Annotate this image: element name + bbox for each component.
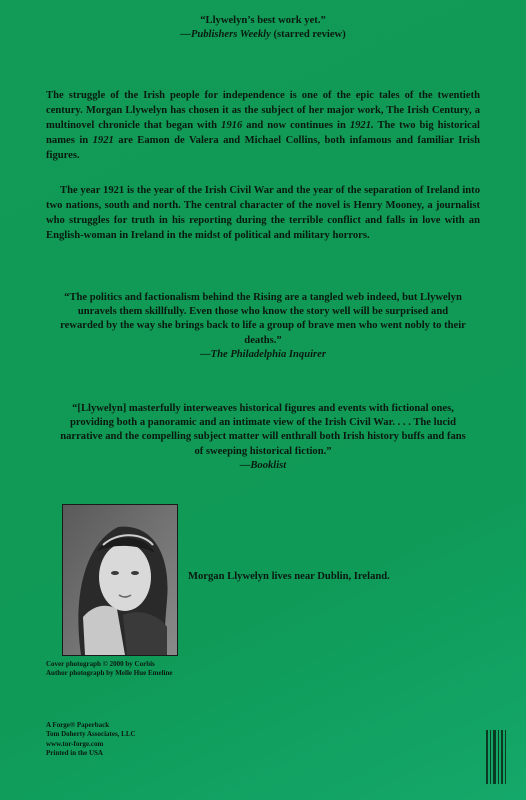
- featured-review-note: (starred review): [270, 29, 346, 40]
- barcode-edge: [486, 730, 508, 784]
- author-photo: [62, 504, 178, 656]
- review-blurb: [56, 402, 470, 473]
- description-text: The two big historical names in: [46, 120, 481, 146]
- publisher-info: [46, 721, 136, 759]
- printed-in: Printed in the USA: [46, 749, 103, 758]
- description-paragraph-1: [46, 88, 480, 163]
- author-portrait-image: [63, 505, 177, 655]
- featured-review: [0, 14, 526, 42]
- book-title-1921: 1921.: [349, 120, 374, 131]
- featured-review-text: “Llywelyn’s best work yet.”: [200, 15, 326, 26]
- book-title-1916: 1916: [221, 120, 243, 131]
- cover-photo-credit: Cover photograph © 2000 by Corbis: [46, 660, 155, 668]
- author-photo-credit: Author photograph by Melle Hue Emeline: [46, 669, 173, 677]
- description-text: The struggle of the Irish people for independence is one of the epic tales of the twentieth century. Morgan Llywelyn has chosen it as the subject of her major work, The Irish Century, a multinovel chronicle that began with: [46, 90, 480, 131]
- review-blurb-source: —The Philadelphia Inquirer: [200, 348, 326, 360]
- description-paragraph-2: The year 1921 is the year of the Irish Civil War and the year of the separation of Ireland into two nations, south and north. The central character of the novel is Henry Mooney, a journalist who struggles for truth in his reporting during the terrible conflict and falls in love with an English-woman in Ireland in the midst of political and military horrors.: [46, 185, 480, 241]
- description-text: are Eamon de Valera and Michael Collins, both infamous and familiar Irish figures.: [46, 135, 480, 161]
- book-title-1921: 1921: [92, 135, 114, 146]
- review-blurb: [56, 291, 470, 362]
- featured-review-source-line: [0, 28, 526, 42]
- review-blurb-text: “[Llywelyn] masterfully interweaves historical figures and events with fictional ones, providing both a panoramic and an intimate view of the Irish Civil War. . . . The lucid narrative and the compelling subject matter will enthrall both Irish history buffs and fans of sweeping historical fiction.”: [60, 403, 466, 457]
- featured-review-source: —Publishers Weekly: [180, 29, 271, 40]
- review-blurb-source: —Booklist: [239, 459, 287, 471]
- photo-credits: [46, 660, 172, 678]
- author-bio: Morgan Llywelyn lives near Dublin, Ireland.: [188, 571, 390, 582]
- publisher-name: Tom Doherty Associates, LLC: [46, 730, 136, 739]
- imprint-line: A Forge® Paperback: [46, 721, 110, 729]
- description-text: and now continues in: [242, 120, 350, 131]
- publisher-website: www.tor-forge.com: [46, 739, 104, 748]
- review-blurb-text: “The politics and factionalism behind the Rising are a tangled web indeed, but Llywelyn unravels them skillfully. Even those who know the story well will be surprised and rewarded by the way she brings back to life a group of brave men who went nobly to their deaths.”: [60, 292, 466, 346]
